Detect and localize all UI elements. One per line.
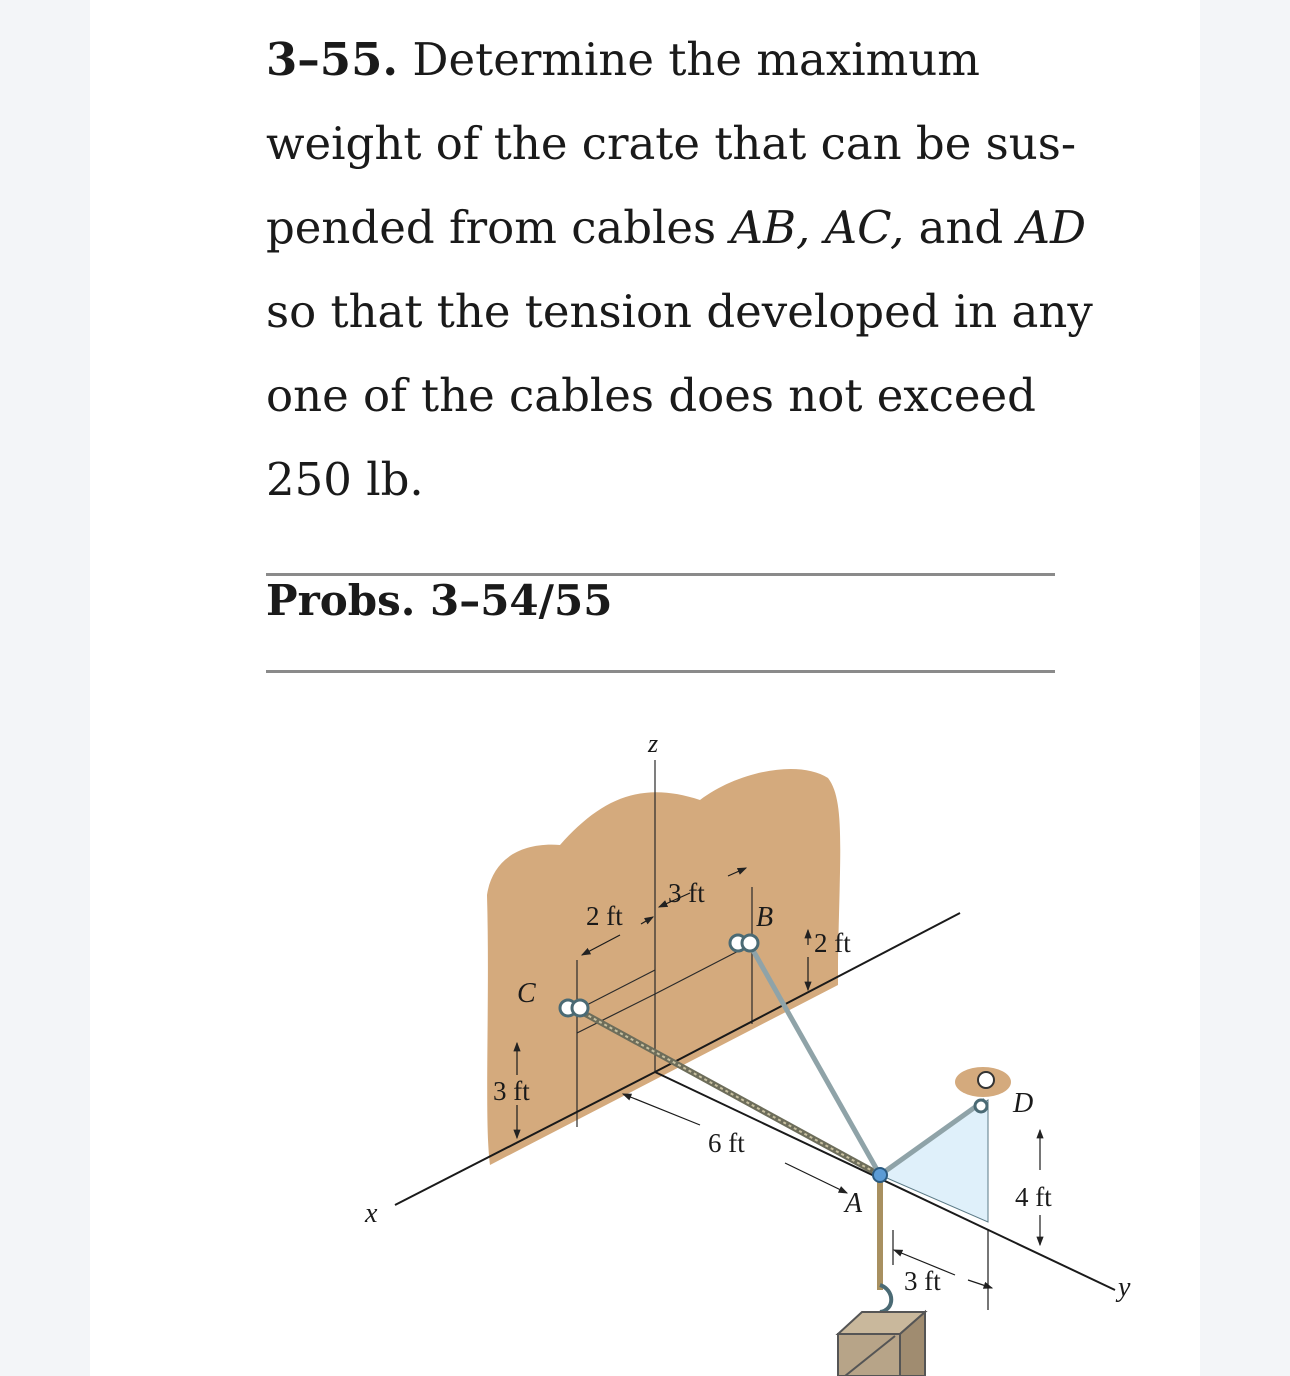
- problem-line-5: one of the cables does not exceed: [266, 369, 1036, 422]
- eye-d: [975, 1100, 987, 1112]
- dim-3ft-top: 3 ft: [668, 878, 705, 908]
- eye-b2: [742, 935, 758, 951]
- cable-ad-label: AD: [1017, 201, 1087, 254]
- point-a-label: A: [845, 1188, 863, 1219]
- point-d-label: D: [1013, 1088, 1034, 1119]
- joint-a: [873, 1168, 887, 1182]
- axis-z-label: z: [648, 729, 659, 758]
- problem-line-4: so that the tension developed in any: [266, 285, 1093, 338]
- point-b-label: B: [756, 902, 774, 933]
- dim-6ft: 6 ft: [708, 1128, 745, 1158]
- point-c-label: C: [517, 978, 536, 1009]
- problem-number: 3–55.: [266, 33, 399, 86]
- problem-line-1: 3–55. Determine the maximum: [266, 33, 980, 86]
- problem-line-3: pended from cables AB, AC, and AD: [266, 201, 1087, 254]
- eye-c2: [572, 1000, 588, 1016]
- axis-y-label: y: [1118, 1272, 1131, 1303]
- dim-3ft-left: 3 ft: [493, 1076, 530, 1106]
- cable-ab-label: AB,: [730, 201, 811, 254]
- crate: [838, 1312, 925, 1376]
- cable-ac-label: AC,: [824, 201, 905, 254]
- dim-4ft: 4 ft: [1015, 1182, 1052, 1212]
- wall-surface: [487, 769, 840, 1165]
- support-d-ring: [978, 1072, 994, 1088]
- dim-3ft-bottom: 3 ft: [904, 1266, 941, 1296]
- figure-caption: Probs. 3–54/55: [266, 576, 613, 625]
- dim-2ft-left: 2 ft: [586, 901, 623, 931]
- axis-x-label: x: [365, 1198, 378, 1229]
- problem-line-2: weight of the crate that can be sus-: [266, 117, 1077, 170]
- problem-line-6: 250 lb.: [266, 453, 424, 506]
- dim-2ft-right: 2 ft: [814, 928, 851, 958]
